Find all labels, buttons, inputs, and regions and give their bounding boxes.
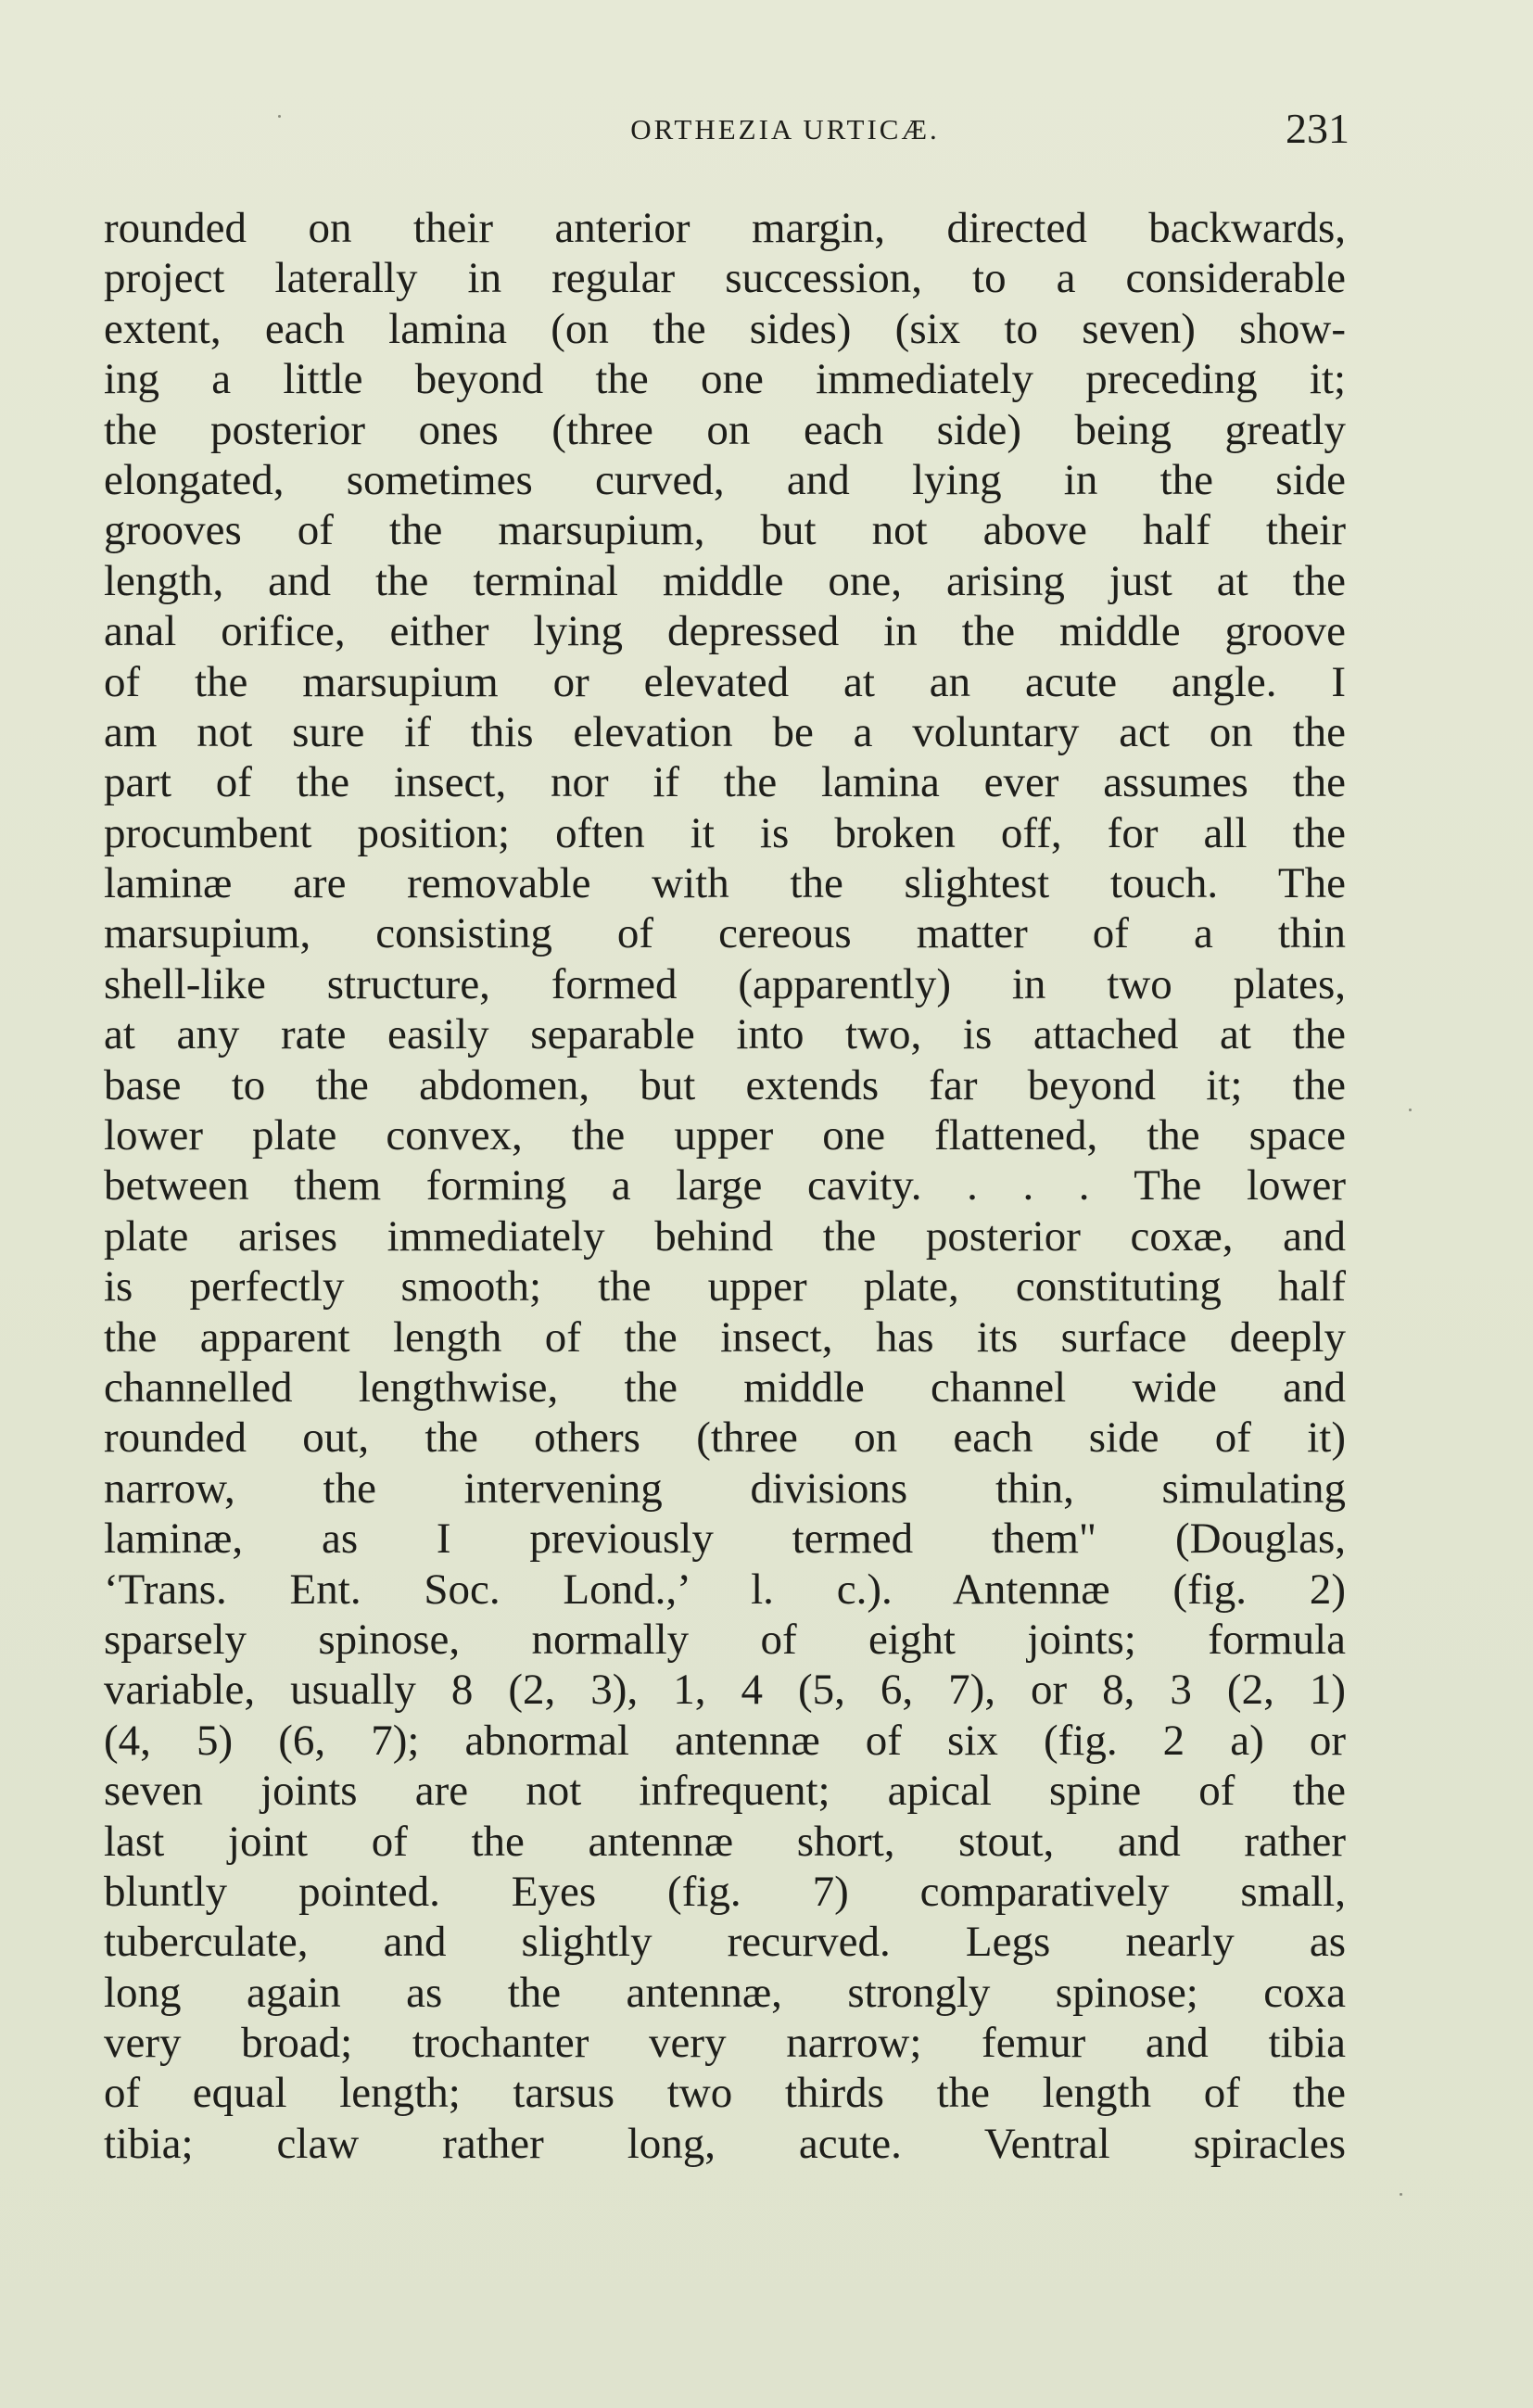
text-line: plate arises immediately behind the posterior coxæ, and — [104, 1211, 1346, 1261]
text-line: bluntly pointed. Eyes (fig. 7) comparatively small, — [104, 1867, 1346, 1916]
text-line: am not sure if this elevation be a voluntary act on the — [104, 707, 1346, 756]
paper-speck — [278, 115, 281, 118]
text-line: long again as the antennæ, strongly spinose; coxa — [104, 1968, 1346, 2017]
paper-speck — [1409, 1109, 1412, 1111]
text-line: anal orifice, either lying depressed in the middle groove — [104, 607, 1346, 656]
text-line: very broad; trochanter very narrow; femur and tibia — [104, 2019, 1346, 2068]
paper-speck — [1400, 2193, 1402, 2196]
text-line: tuberculate, and slightly recurved. Legs nearly as — [104, 1918, 1346, 1967]
text-line: last joint of the antennæ short, stout, and rather — [104, 1817, 1346, 1866]
text-line: lower plate convex, the upper one flattened, the space — [104, 1111, 1346, 1160]
text-line: laminæ, as I previously termed them" (Douglas, — [104, 1515, 1346, 1564]
text-line: elongated, sometimes curved, and lying in the side — [104, 455, 1346, 504]
text-line: the posterior ones (three on each side) being greatly — [104, 405, 1346, 454]
text-line: (4, 5) (6, 7); abnormal antennæ of six (fig. 2 a) or — [104, 1716, 1346, 1765]
text-line: variable, usually 8 (2, 3), 1, 4 (5, 6, 7), or 8, 3 (2, 1) — [104, 1666, 1346, 1715]
text-line: channelled lengthwise, the middle channel wide and — [104, 1362, 1346, 1412]
text-line: extent, each lamina (on the sides) (six to seven) show- — [104, 304, 1346, 353]
text-line: project laterally in regular succession, to a considerable — [104, 254, 1346, 303]
text-line: between them forming a large cavity. . . . The lower — [104, 1161, 1346, 1210]
text-line: procumbent position; often it is broken off, for all the — [104, 808, 1346, 857]
text-line: rounded out, the others (three on each side of it) — [104, 1413, 1346, 1463]
text-line: ing a little beyond the one immediately preceding it; — [104, 355, 1346, 404]
running-head — [0, 104, 1533, 159]
text-line: tibia; claw rather long, acute. Ventral spiracles — [104, 2119, 1346, 2168]
text-line: at any rate easily separable into two, is attached at the — [104, 1010, 1346, 1059]
text-line: base to the abdomen, but extends far beyond it; the — [104, 1060, 1346, 1109]
text-line: of equal length; tarsus two thirds the length of the — [104, 2069, 1346, 2118]
body-text — [104, 203, 1346, 2169]
text-line: rounded on their anterior margin, directed backwards, — [104, 204, 1346, 252]
text-line: grooves of the marsupium, but not above half their — [104, 506, 1346, 555]
text-line: shell-like structure, formed (apparently) in two plates, — [104, 959, 1346, 1008]
text-line: sparsely spinose, normally of eight joints; formula — [104, 1615, 1346, 1664]
text-line: the apparent length of the insect, has its surface deeply — [104, 1312, 1346, 1362]
text-line: part of the insect, nor if the lamina ever assumes the — [104, 758, 1346, 807]
text-line: length, and the terminal middle one, arising just at the — [104, 556, 1346, 605]
text-line: of the marsupium or elevated at an acute angle. I — [104, 657, 1346, 706]
text-line: ‘Trans. Ent. Soc. Lond.,’ l. c.). Antennæ (fig. 2) — [104, 1565, 1346, 1614]
text-line: narrow, the intervening divisions thin, simulating — [104, 1464, 1346, 1513]
text-line: is perfectly smooth; the upper plate, constituting half — [104, 1262, 1346, 1312]
text-line: marsupium, consisting of cereous matter of a thin — [104, 909, 1346, 958]
running-title: ORTHEZIA URTICÆ. — [630, 113, 940, 146]
text-line: seven joints are not infrequent; apical spine of the — [104, 1767, 1346, 1816]
page-number: 231 — [1286, 105, 1349, 152]
text-line: laminæ are removable with the slightest touch. The — [104, 859, 1346, 908]
